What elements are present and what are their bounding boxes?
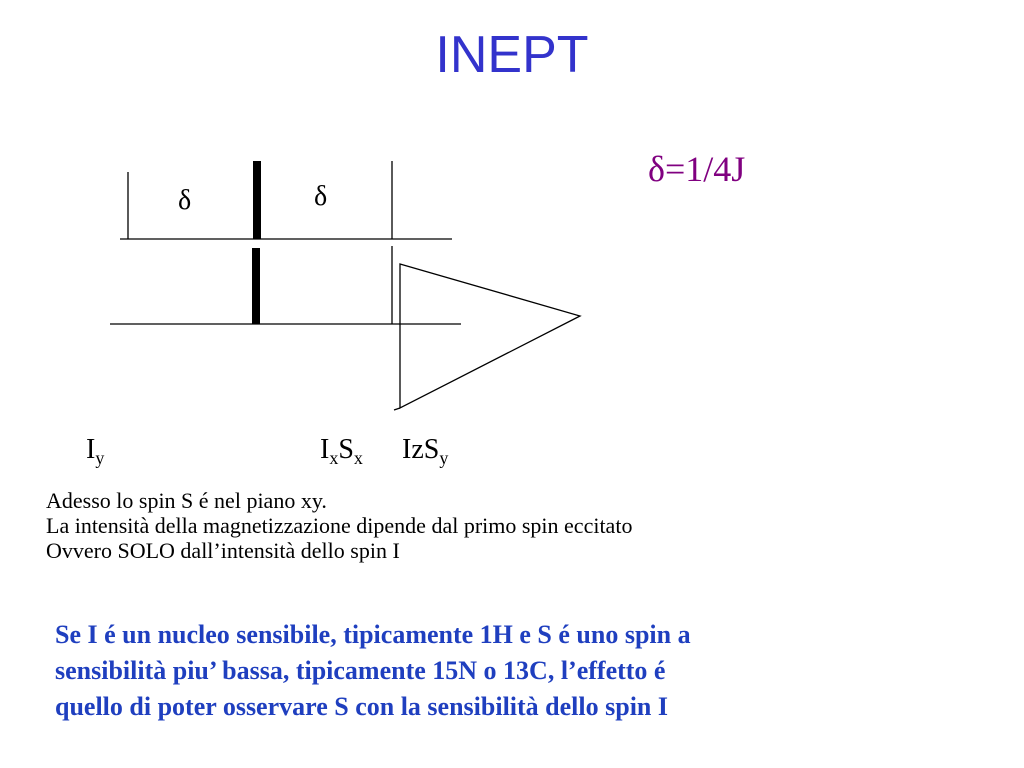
- acquisition-tail: [394, 408, 400, 410]
- slide-title: INEPT: [435, 26, 589, 84]
- description-line: La intensità della magnetizzazione dipende dal primo spin eccitato: [46, 513, 633, 538]
- delay-left-label: δ: [178, 185, 192, 216]
- delay-right-label: δ: [314, 181, 328, 212]
- highlight-text: [55, 617, 955, 725]
- highlight-line: quello di poter osservare S con la sensibilità dello spin I: [55, 692, 669, 721]
- label-izsy: IzS$_y$: [402, 434, 449, 468]
- description-line: Ovvero SOLO dall’intensità dello spin I: [46, 538, 400, 563]
- description-line: Adesso lo spin S é nel piano xy.: [46, 488, 327, 513]
- highlight-line: Se I é un nucleo sensibile, tipicamente 1H e S é uno spin a: [55, 620, 691, 649]
- i-channel-180-pulse: [253, 161, 261, 239]
- label-ixsx: $I_xS_x$: [320, 434, 363, 468]
- highlight-line: sensibilità piu’ bassa, tipicamente 15N o 13C, l’effetto é: [55, 656, 666, 685]
- delay-relation: δ=1/4J: [648, 149, 746, 189]
- s-channel-180-pulse: [252, 248, 260, 324]
- description-text: [46, 488, 632, 563]
- acquisition-triangle: [400, 264, 580, 408]
- label-iy: $I_y$: [86, 434, 105, 468]
